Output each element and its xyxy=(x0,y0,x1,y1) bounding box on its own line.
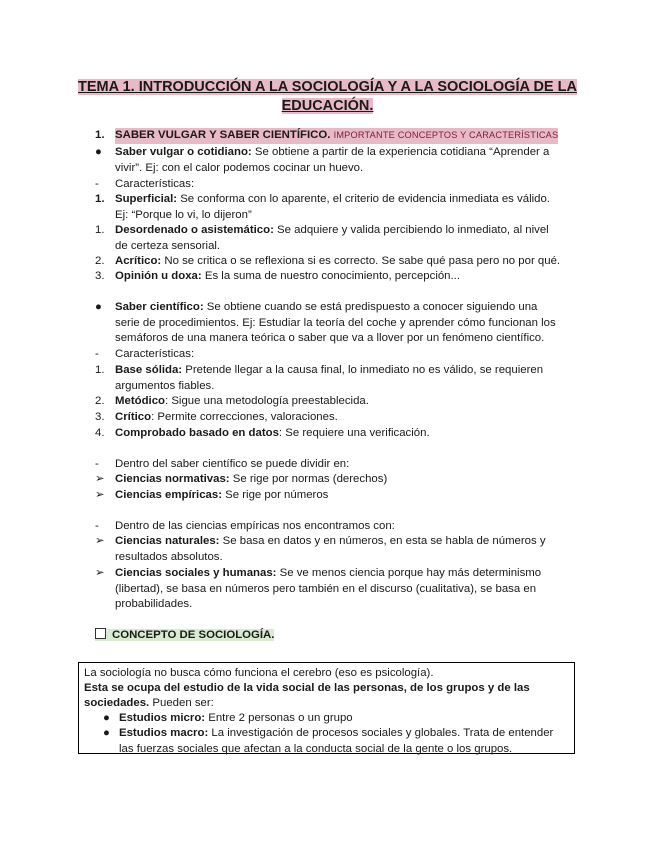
bullet-icon: ● xyxy=(103,712,110,724)
section-heading-sociologia: CONCEPTO DE SOCIOLOGÍA. xyxy=(95,628,585,644)
bullet-icon: ● xyxy=(103,727,110,739)
checkbox-icon xyxy=(95,628,106,639)
bullet-icon: ● xyxy=(95,146,102,158)
arrow-bullet-icon: ➢ xyxy=(95,473,105,485)
page-title: TEMA 1. INTRODUCCIÓN A LA SOCIOLOGÍA Y A LA SOCIOLOGÍA DE LA EDUCACIÓN. xyxy=(78,79,577,114)
bullet-icon: ● xyxy=(95,301,102,313)
arrow-bullet-icon: ➢ xyxy=(95,489,105,501)
list-item-estudios-micro: Estudios micro: Entre 2 personas o un grupo xyxy=(119,712,353,724)
section-heading-text: SABER VULGAR Y SABER CIENTÍFICO. xyxy=(115,129,331,141)
definition-box: La sociología no busca cómo funciona el cerebro (eso es psicología). Esta se ocupa del estudio de la vida social de las personas, de los grupos y de las sociedades. Pueden ser: ● Estudios micro: Entre 2 personas o un grupo ● Estudios macro: La investigación de procesos sociales y globales. Trata de entender las fuerzas sociales que afectan a la conducta social de la gente o los grupos. xyxy=(78,662,575,754)
list-item-estudios-macro: Estudios macro: La investigación de procesos sociales y globales. Trata de entender las fuerzas sociales que afectan a la conducta social de la gente o los grupos. xyxy=(119,727,554,755)
important-note: IMPORTANTE CONCEPTOS Y CARACTERÍSTICAS xyxy=(333,130,559,140)
arrow-bullet-icon: ➢ xyxy=(95,567,105,579)
document-page: TEMA 1. INTRODUCCIÓN A LA SOCIOLOGÍA Y A LA SOCIOLOGÍA DE LA EDUCACIÓN. 1. SABER VULGAR Y SABER CIENTÍFICO. IMPORTANTE CONCEPTOS Y CARACTERÍSTICAS ● Saber vulgar o cotidiano: Se obtiene a partir de la experiencia cotidiana “Aprender a vivir”. Ej: con el calor podemos cocinar un huevo. - Características: 1. Superficial: Se conforma con lo aparente, el criterio de evidencia inmediata es válido. Ej: “Porque lo vi, lo dijeron” 1. Desordenado o asistemático: Se adquiere y valida percibiendo lo inmediato, al nivel de certeza sensorial. 2. Acrítico: No se critica o se reflexiona si es correcto. Se sabe qué pasa pero no por qué. 3. Opinión u doxa: Es la suma de nuestro conocimiento, percepción... ● Saber científico: Se obtiene cuando se está predispuesto a conocer siguiendo una serie de procedimientos. Ej: Estudiar la teoría del coche y aprender cómo funcionan los semáforos de una manera teórica o saber que va a llover por un fenómeno científico. - Características: 1. Base sólida: Pretende llegar a la causa final, lo inmediato no es válido, se requieren argumentos fiables. 2. Metódico: Sigue una metodología preestablecida. 3. Crítico: Permite correcciones, valoraciones. 4. Comprobado basado en datos: Se requiere una verificación. - Dentro del saber científico se puede dividir en: ➢ Ciencias normativas: Se rige por normas (derechos) ➢ Ciencias empíricas: Se rige por números - Dentro de las ciencias empíricas nos encontramos con: ➢ Ciencias naturales: Se basa en datos y en números, en esta se habla de números y resultados absolutos. ➢ Ciencias sociales y humanas: Se ve menos ciencia porque hay más determinismo (libertad), se basa en números pero también en el discurso (cualitativa), se basa en probabilidades. CONCEPTO DE SOCIOLOGÍA. La sociología no busca cómo funciona el cerebro (eso es psicología). Esta se ocupa del estudio de la vida social de las personas, de los grupos y de las sociedades. Pueden ser: ● Estudios micro: Entre 2 personas o un grupo ● Estudios macro: La investigación de procesos sociales y globales. Trata de entender las fuerzas sociales que afectan a la conducta social de la gente o los grupos. xyxy=(0,0,655,848)
arrow-bullet-icon: ➢ xyxy=(95,535,105,547)
